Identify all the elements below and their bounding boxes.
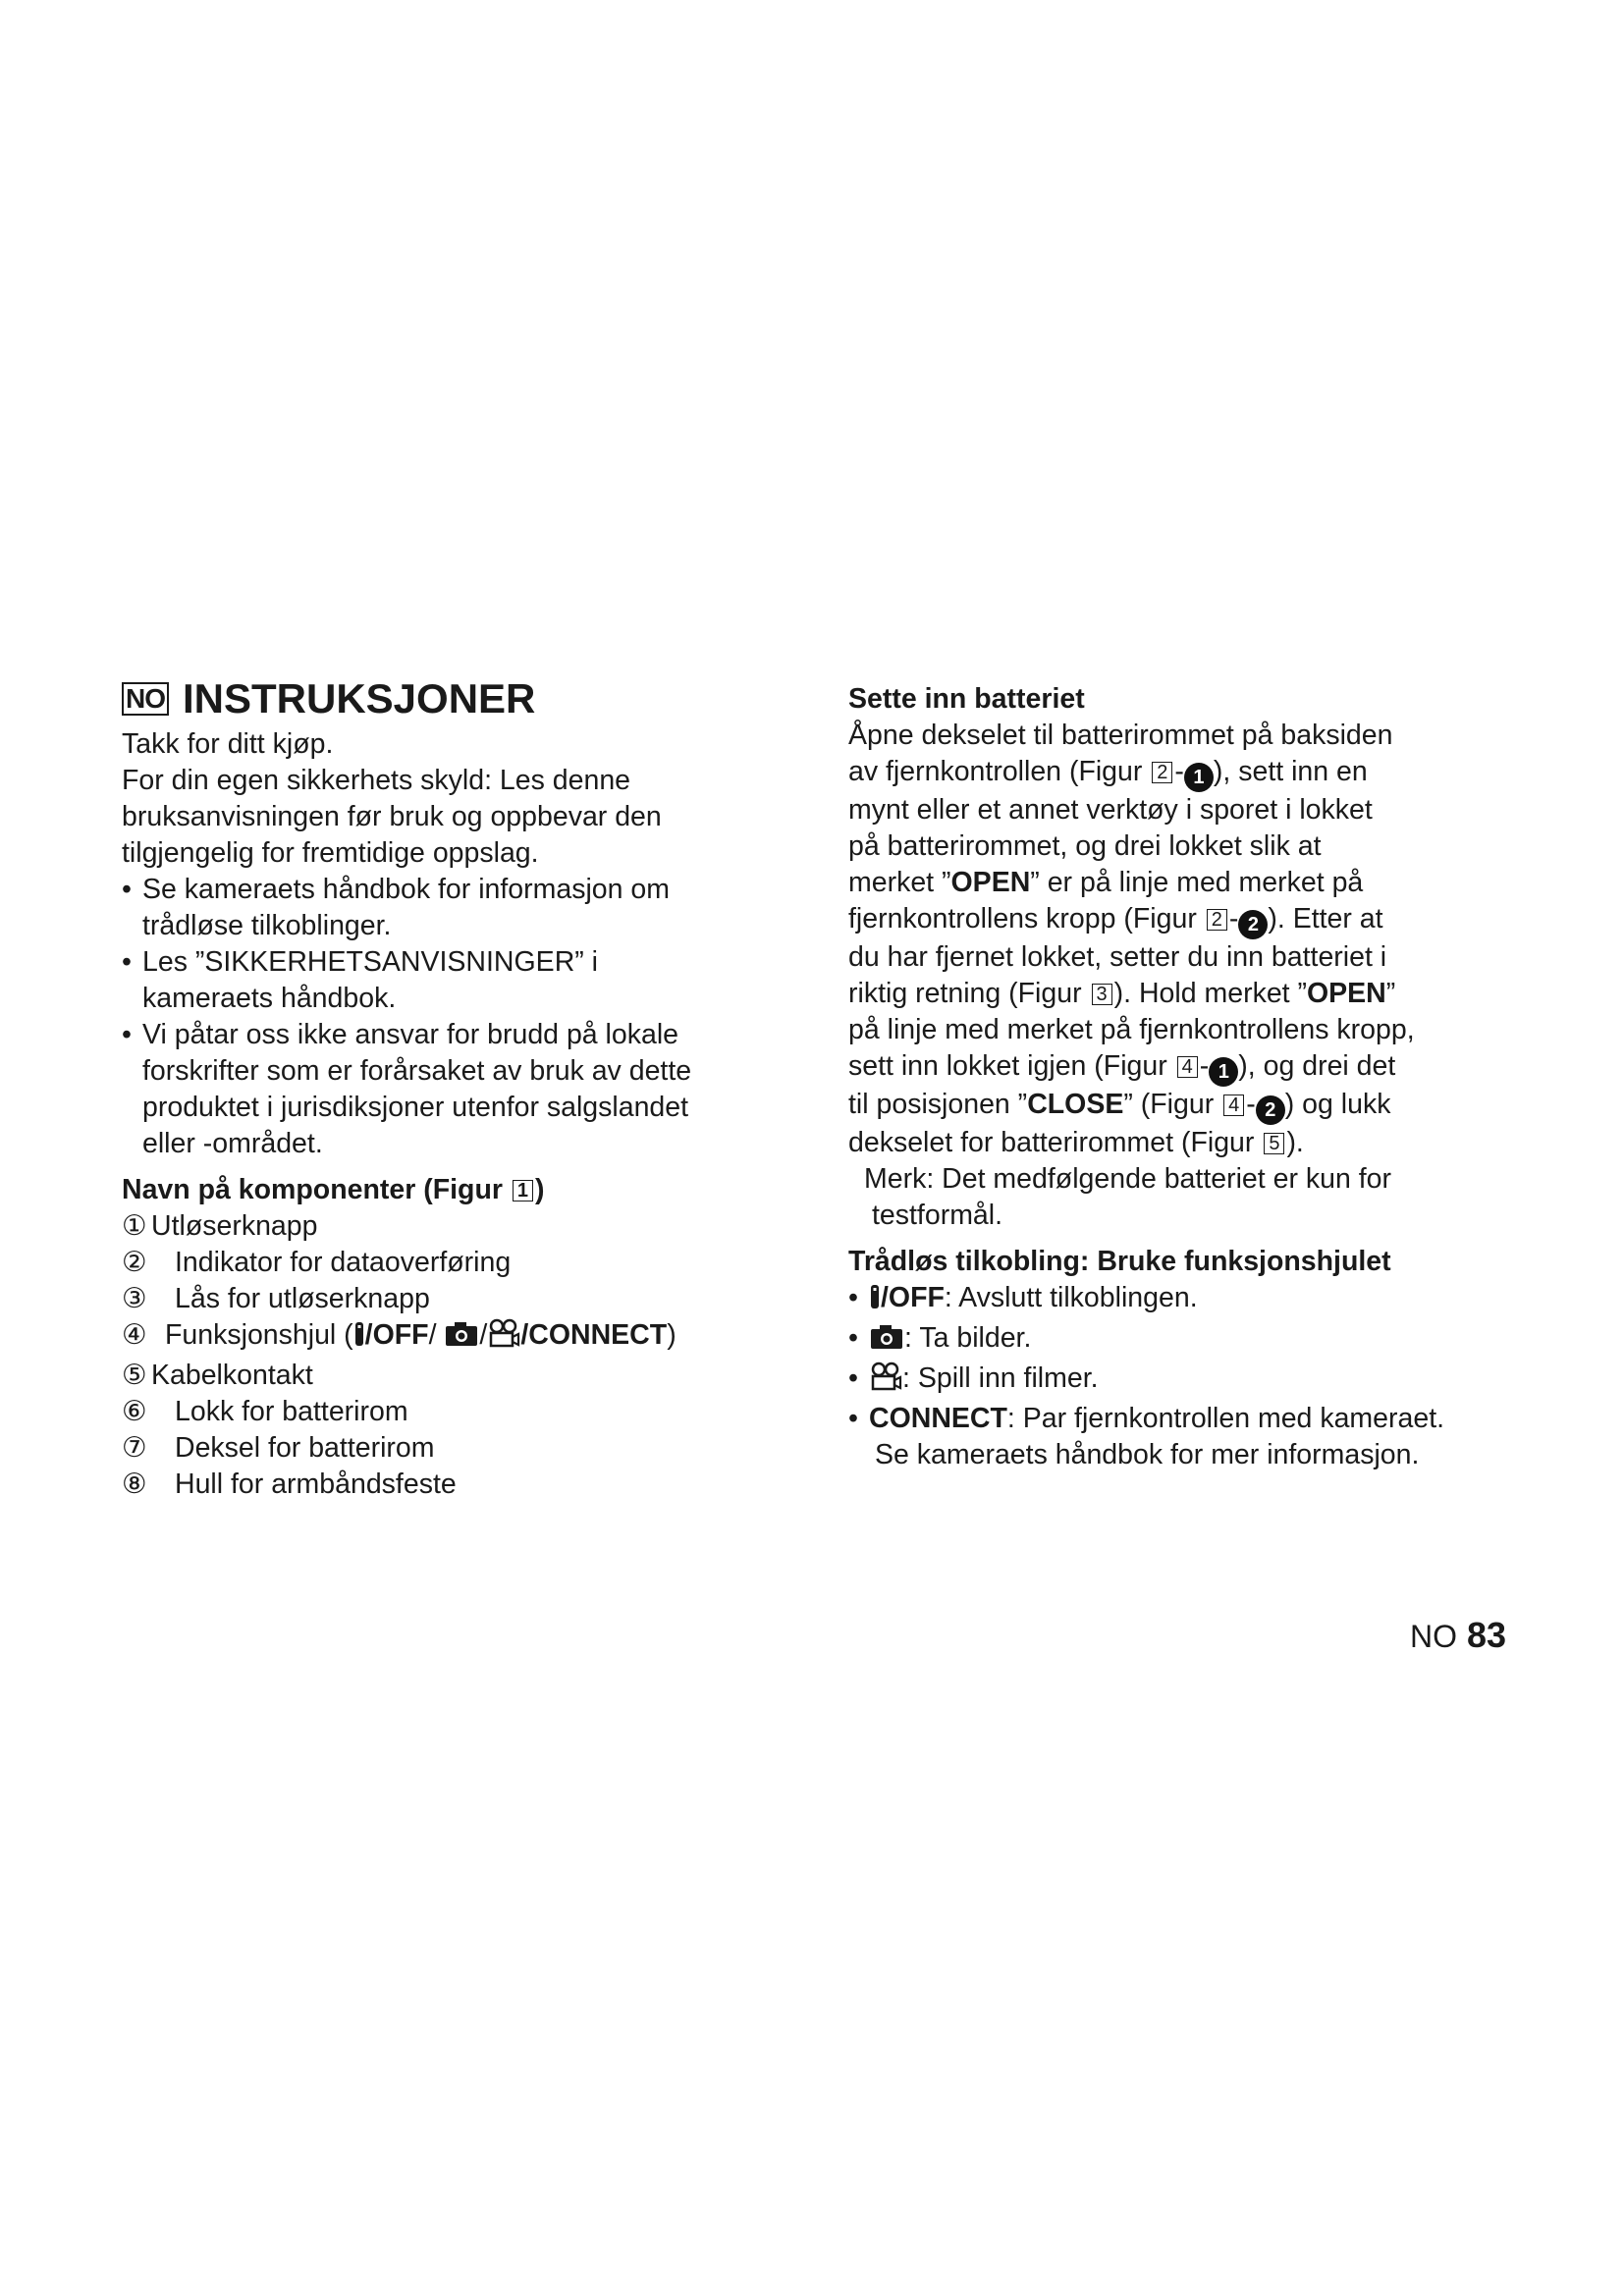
open-label: OPEN	[950, 867, 1031, 898]
text-run: ” (Figur	[1123, 1089, 1222, 1120]
text-run: -	[1246, 1089, 1256, 1120]
bullet-item	[848, 1280, 1536, 1320]
bullet-text: : Ta bilder.	[904, 1322, 1032, 1354]
item-label: Lås for utløserknapp	[175, 1283, 430, 1314]
item-number: ③	[122, 1283, 147, 1314]
bullet-text: : Avslutt tilkoblingen.	[944, 1282, 1198, 1313]
text-run: ”	[1385, 978, 1396, 1009]
bullet-item	[122, 1017, 770, 1162]
note-line: testformål.	[872, 1200, 1003, 1231]
page-title: INSTRUKSJONER	[183, 675, 536, 721]
bullet-line: • Vi påtar oss ikke ansvar for brudd på lokale	[142, 1019, 679, 1050]
bullet-line: forskrifter som er forårsaket av bruk av dette	[142, 1055, 692, 1087]
camera-icon	[444, 1320, 479, 1358]
list-item	[122, 1430, 770, 1467]
battery-heading: Sette inn batteriet	[848, 683, 1085, 715]
text-line: på linje med merket på fjernkontrollens kropp,	[848, 1014, 1415, 1045]
bullet-text: : Spill inn filmer.	[902, 1362, 1099, 1394]
text-run: riktig retning (Figur	[848, 978, 1090, 1009]
text-run: ). Etter at	[1268, 903, 1383, 934]
figure-ref: 4	[1177, 1056, 1198, 1078]
item-label: Kabelkontakt	[151, 1360, 313, 1391]
item-label: Utløserknapp	[151, 1210, 318, 1242]
battery-instructions	[848, 718, 1536, 1161]
text-run: ), sett inn en	[1213, 756, 1368, 787]
dial-off-label: /OFF	[364, 1319, 429, 1351]
step-number: 2	[1238, 910, 1268, 939]
text-run: dekselet for batterirommet (Figur	[848, 1127, 1263, 1158]
wireless-bullets	[848, 1280, 1536, 1473]
bullet-line: kameraets håndbok.	[142, 983, 397, 1014]
text-run: -	[1199, 1050, 1210, 1082]
right-column	[848, 681, 1536, 1473]
remote-icon	[353, 1320, 365, 1358]
note-line: Merk: Det medfølgende batteriet er kun for	[864, 1163, 1391, 1195]
components-heading	[122, 1172, 770, 1208]
bullet-line: eller -området.	[142, 1128, 323, 1159]
figure-ref: 5	[1264, 1133, 1284, 1154]
text-line	[848, 1125, 1536, 1161]
text-line	[848, 976, 1536, 1012]
remote-icon	[869, 1283, 881, 1320]
text-run: -	[1174, 756, 1184, 787]
bullet-item	[848, 1401, 1536, 1473]
movie-icon	[487, 1318, 520, 1358]
text-line: du har fjernet lokket, setter du inn batteriet i	[848, 941, 1387, 973]
language-badge: NO	[122, 682, 169, 716]
text-run: til posisjonen ”	[848, 1089, 1028, 1120]
item-number: ⑥	[122, 1396, 147, 1427]
figure-ref: 4	[1223, 1095, 1244, 1116]
text-run: ). Hold merket ”	[1113, 978, 1307, 1009]
text-line	[848, 865, 1536, 901]
dial-close: )	[667, 1319, 677, 1351]
bullet-line: • Se kameraets håndbok for informasjon om	[142, 874, 671, 905]
text-run: ” er på linje med merket på	[1030, 867, 1364, 898]
item-number: ①	[122, 1210, 147, 1242]
item-number: ⑤	[122, 1360, 147, 1391]
page-footer	[1410, 1616, 1506, 1656]
movie-icon	[869, 1362, 902, 1401]
item-label: Deksel for batterirom	[175, 1432, 435, 1464]
step-number: 2	[1256, 1095, 1285, 1125]
wireless-heading: Trådløs tilkobling: Bruke funksjonshjulet	[848, 1246, 1391, 1277]
bullet-item	[122, 944, 770, 1017]
step-number: 1	[1184, 763, 1214, 792]
bullet-text: Se kameraets håndbok for mer informasjon.	[875, 1439, 1420, 1470]
item-number: ⑧	[122, 1468, 147, 1500]
list-item	[122, 1467, 770, 1503]
off-label: /OFF	[881, 1282, 945, 1313]
separator: /	[428, 1319, 437, 1351]
list-item	[122, 1394, 770, 1430]
item-number: ⑦	[122, 1432, 147, 1464]
left-column	[122, 675, 770, 1503]
text-line	[848, 1048, 1536, 1087]
figure-ref: 3	[1092, 984, 1112, 1005]
item-label: Hull for armbåndsfeste	[175, 1468, 457, 1500]
item-number: ②	[122, 1247, 147, 1278]
separator: /	[479, 1319, 488, 1351]
open-label: OPEN	[1307, 978, 1386, 1009]
bullet-item	[122, 872, 770, 944]
item-label: Lokk for batterirom	[175, 1396, 408, 1427]
title-row	[122, 675, 770, 722]
list-item	[122, 1245, 770, 1281]
text-line	[848, 754, 1536, 792]
list-item	[122, 1358, 770, 1394]
components-heading-text: Navn på komponenter (Figur	[122, 1174, 511, 1205]
camera-icon	[869, 1323, 904, 1361]
text-line: Åpne dekselet til batterirommet på baksiden	[848, 720, 1393, 751]
intro-line: bruksanvisningen før bruk og oppbevar den	[122, 801, 662, 832]
figure-ref: 2	[1152, 762, 1172, 783]
close-label: CLOSE	[1027, 1089, 1124, 1120]
item-number: ④	[122, 1319, 147, 1351]
text-run: av fjernkontrollen (Figur	[848, 756, 1151, 787]
intro-line: Takk for ditt kjøp.	[122, 728, 334, 760]
footer-language: NO	[1410, 1619, 1457, 1654]
text-line: mynt eller et annet verktøy i sporet i lokket	[848, 794, 1373, 826]
text-run: sett inn lokket igjen (Figur	[848, 1050, 1175, 1082]
item-label: Indikator for dataoverføring	[175, 1247, 512, 1278]
text-run: -	[1228, 903, 1239, 934]
bullet-line: trådløse tilkoblinger.	[142, 910, 392, 941]
list-item	[122, 1281, 770, 1317]
bullet-line: produktet i jurisdiksjoner utenfor salgslandet	[142, 1092, 689, 1123]
components-heading-end: )	[535, 1174, 545, 1205]
text-line	[848, 1087, 1536, 1125]
intro-text	[122, 726, 770, 872]
components-list	[122, 1208, 770, 1503]
connect-label: CONNECT	[869, 1403, 1007, 1434]
bullet-item	[848, 1361, 1536, 1401]
list-item	[122, 1317, 770, 1358]
bullet-item	[848, 1320, 1536, 1361]
text-run: merket ”	[848, 867, 951, 898]
item-label: Funksjonshjul (	[165, 1319, 353, 1351]
bullet-line: • Les ”SIKKERHETSANVISNINGER” i	[142, 946, 599, 978]
list-item	[122, 1208, 770, 1245]
figure-ref: 1	[513, 1180, 533, 1201]
dial-connect-label: /CONNECT	[520, 1319, 668, 1351]
note	[848, 1161, 1536, 1234]
text-run: ), og drei det	[1238, 1050, 1396, 1082]
page-number: 83	[1467, 1615, 1507, 1655]
text-line	[848, 901, 1536, 939]
figure-ref: 2	[1207, 909, 1227, 931]
text-line: på batterirommet, og drei lokket slik at	[848, 830, 1322, 862]
intro-line: For din egen sikkerhets skyld: Les denne	[122, 765, 631, 796]
safety-bullets	[122, 872, 770, 1162]
step-number: 1	[1209, 1057, 1238, 1087]
bullet-text: : Par fjernkontrollen med kameraet.	[1006, 1403, 1445, 1434]
text-run: ).	[1286, 1127, 1304, 1158]
intro-line: tilgjengelig for fremtidige oppslag.	[122, 837, 539, 869]
text-run: ) og lukk	[1284, 1089, 1391, 1120]
text-run: fjernkontrollens kropp (Figur	[848, 903, 1205, 934]
